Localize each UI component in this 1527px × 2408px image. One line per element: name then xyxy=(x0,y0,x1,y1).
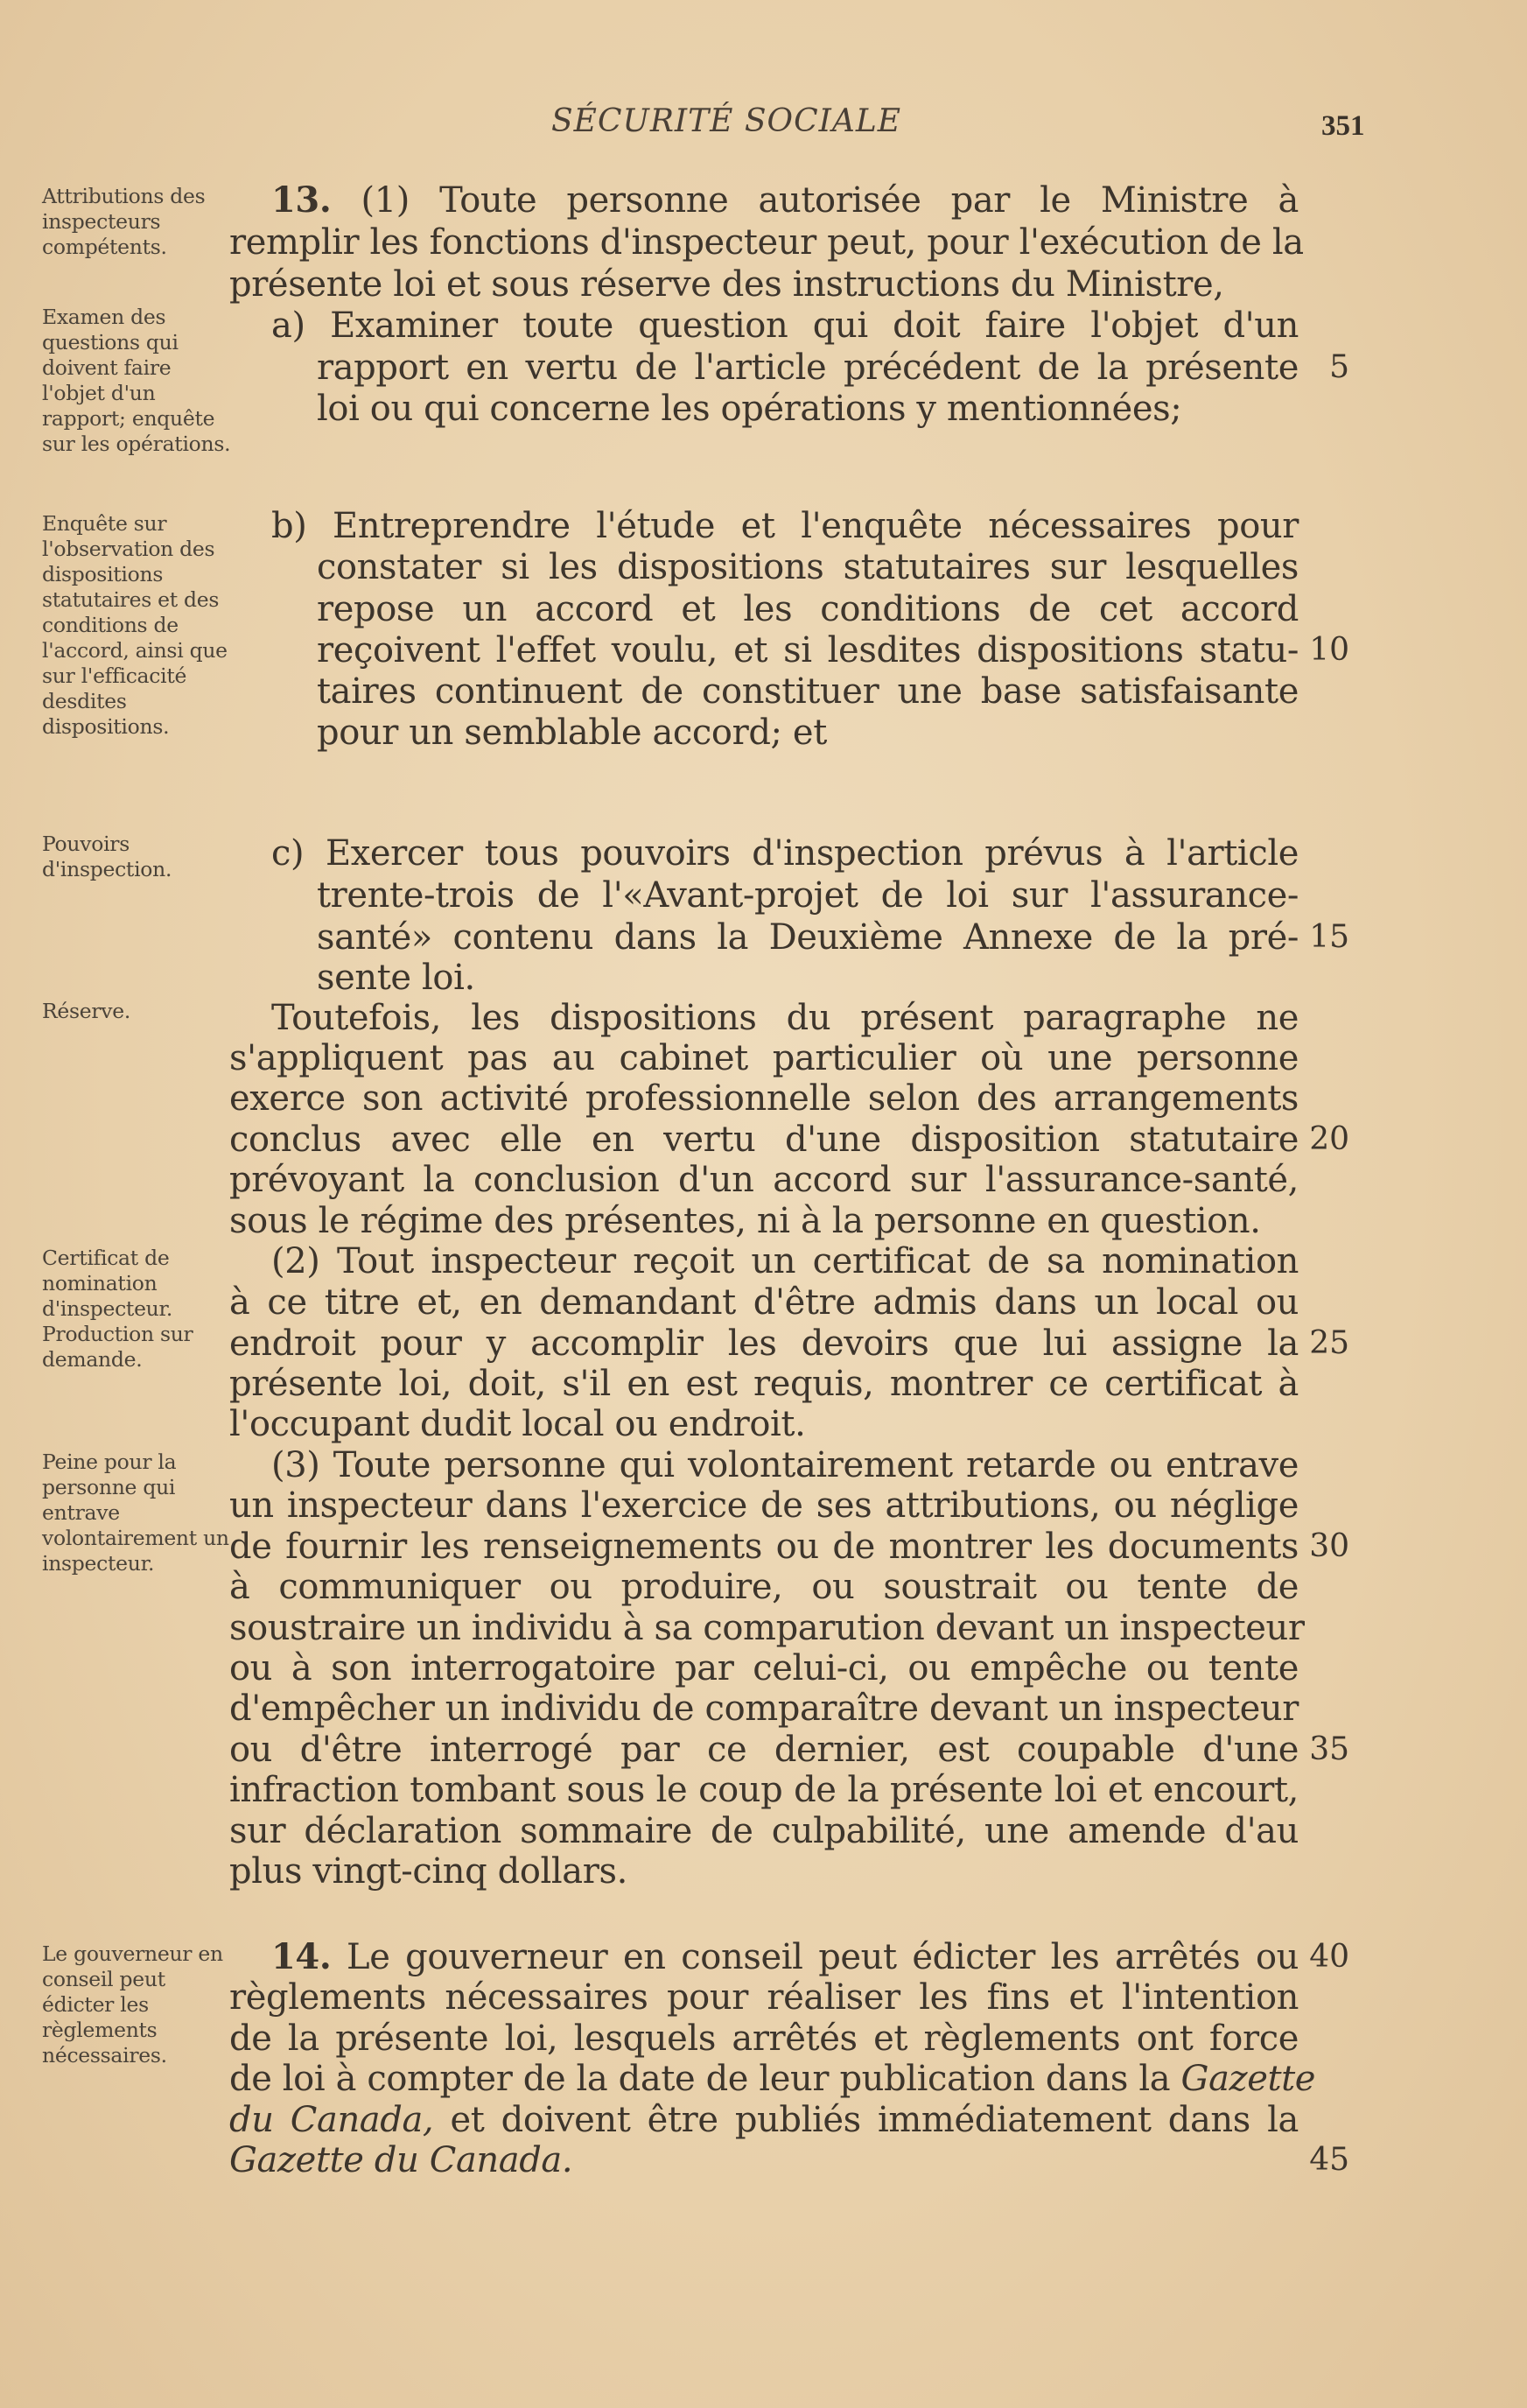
line-number: 5 xyxy=(1329,349,1349,385)
text-line: (3) Toute personne qui volontairement retarde ou entrave xyxy=(271,1445,1299,1485)
line-number: 25 xyxy=(1309,1325,1349,1361)
margin-note: Pouvoirs d'inspection. xyxy=(42,832,172,881)
margin-note: Attributions des inspecteurs compétents. xyxy=(42,184,206,259)
text-line: l'occupant dudit local ou endroit. xyxy=(229,1404,806,1444)
text-line: présente loi et sous réserve des instructions du Ministre, xyxy=(229,264,1224,305)
text-line: loi ou qui concerne les opérations y mentionnées; xyxy=(317,389,1182,429)
text-line: sous le régime des présentes, ni à la personne en question. xyxy=(229,1201,1261,1241)
margin-note: Peine pour la personne qui entrave volontairement un inspecteur. xyxy=(42,1450,229,1576)
line-number: 45 xyxy=(1309,2142,1349,2178)
line-number: 35 xyxy=(1309,1731,1349,1767)
text-line: plus vingt-cinq dollars. xyxy=(229,1851,627,1892)
margin-note: Enquête sur l'observation des dispositions statutaires et des conditions de l'accord, ainsi que sur l'efficacité desdites dispositions. xyxy=(42,511,228,739)
text-line: de loi à compter de la date de leur publication dans la Gazette xyxy=(229,2059,1316,2099)
section-number: 14. xyxy=(271,1936,332,1977)
line-number: 10 xyxy=(1309,632,1349,668)
text-line: règlements nécessaires pour réaliser les fins et l'intention xyxy=(229,1977,1299,2018)
page-number: 351 xyxy=(1321,110,1365,142)
text-line: prévoyant la conclusion d'un accord sur l'assurance-santé, xyxy=(229,1160,1299,1200)
text-line: pour un semblable accord; et xyxy=(317,713,827,753)
text-line: Toutefois, les dispositions du présent paragraphe ne xyxy=(271,998,1299,1038)
line-number: 30 xyxy=(1309,1528,1349,1564)
text-line: ou à son interrogatoire par celui-ci, ou empêche ou tente xyxy=(229,1648,1299,1688)
text-line: rapport en vertu de l'article précédent de la présente xyxy=(317,348,1299,388)
margin-note: Certificat de nomination d'inspecteur. Production sur demande. xyxy=(42,1246,193,1372)
running-title: SÉCURITÉ SOCIALE xyxy=(551,103,902,139)
text-line: conclus avec elle en vertu d'une disposition statutaire xyxy=(229,1120,1299,1160)
text-line: c) Exercer tous pouvoirs d'inspection prévus à l'article xyxy=(271,833,1299,874)
text-line: du Canada, et doivent être publiés immédiatement dans la xyxy=(229,2100,1299,2140)
text-line: endroit pour y accomplir les devoirs que lui assigne la xyxy=(229,1323,1299,1364)
page-header xyxy=(0,103,1527,147)
text-line: exerce son activité professionnelle selon des arrangements xyxy=(229,1078,1299,1119)
text-line: d'empêcher un individu de comparaître devant un inspecteur xyxy=(229,1688,1299,1729)
line-number: 20 xyxy=(1309,1121,1349,1157)
text-line: a) Examiner toute question qui doit faire l'objet d'un xyxy=(271,305,1299,346)
text-line: (2) Tout inspecteur reçoit un certificat de sa nomination xyxy=(271,1241,1299,1281)
text-line: sur déclaration sommaire de culpabilité, une amende d'au xyxy=(229,1811,1299,1851)
text-line: sente loi. xyxy=(317,958,475,998)
text-line: santé» contenu dans la Deuxième Annexe de la pré- xyxy=(317,917,1299,958)
margin-note: Le gouverneur en conseil peut édicter les règlements nécessaires. xyxy=(42,1941,223,2068)
text-line: de la présente loi, lesquels arrêtés et règlements ont force xyxy=(229,2018,1299,2059)
text-line: s'appliquent pas au cabinet particulier où une personne xyxy=(229,1038,1299,1078)
section-number: 13. xyxy=(271,179,332,221)
text-line: reçoivent l'effet voulu, et si lesdites dispositions statu- xyxy=(317,630,1299,670)
text-line: Gazette du Canada. xyxy=(229,2140,573,2180)
text-line: remplir les fonctions d'inspecteur peut, pour l'exécution de la xyxy=(229,222,1304,263)
text-line: 14. Le gouverneur en conseil peut édicter les arrêtés ou xyxy=(271,1936,1299,1977)
text-line: repose un accord et les conditions de cet accord xyxy=(317,589,1299,629)
text-line: b) Entreprendre l'étude et l'enquête nécessaires pour xyxy=(271,506,1299,546)
margin-note: Réserve. xyxy=(42,999,131,1023)
line-number: 15 xyxy=(1309,919,1349,955)
text-line: un inspecteur dans l'exercice de ses attributions, ou néglige xyxy=(229,1485,1299,1526)
text-line: taires continuent de constituer une base satisfaisante xyxy=(317,671,1299,712)
line-number: 40 xyxy=(1309,1939,1349,1975)
text-line: 13. (1) Toute personne autorisée par le Ministre à xyxy=(271,179,1299,221)
margin-note: Examen des questions qui doivent faire l'objet d'un rapport; enquête sur les opérations. xyxy=(42,305,231,456)
text-line: trente-trois de l'«Avant-projet de loi sur l'assurance- xyxy=(317,875,1299,916)
text-line: à ce titre et, en demandant d'être admis dans un local ou xyxy=(229,1282,1299,1323)
text-line: constater si les dispositions statutaires sur lesquelles xyxy=(317,547,1299,587)
text-line: ou d'être interrogé par ce dernier, est coupable d'une xyxy=(229,1730,1299,1770)
text-line: à communiquer ou produire, ou soustrait ou tente de xyxy=(229,1567,1299,1607)
text-line: présente loi, doit, s'il en est requis, montrer ce certificat à xyxy=(229,1364,1299,1404)
text-line: soustraire un individu à sa comparution devant un inspecteur xyxy=(229,1608,1305,1648)
text-line: infraction tombant sous le coup de la présente loi et encourt, xyxy=(229,1770,1299,1810)
text-line: de fournir les renseignements ou de montrer les documents xyxy=(229,1527,1299,1567)
